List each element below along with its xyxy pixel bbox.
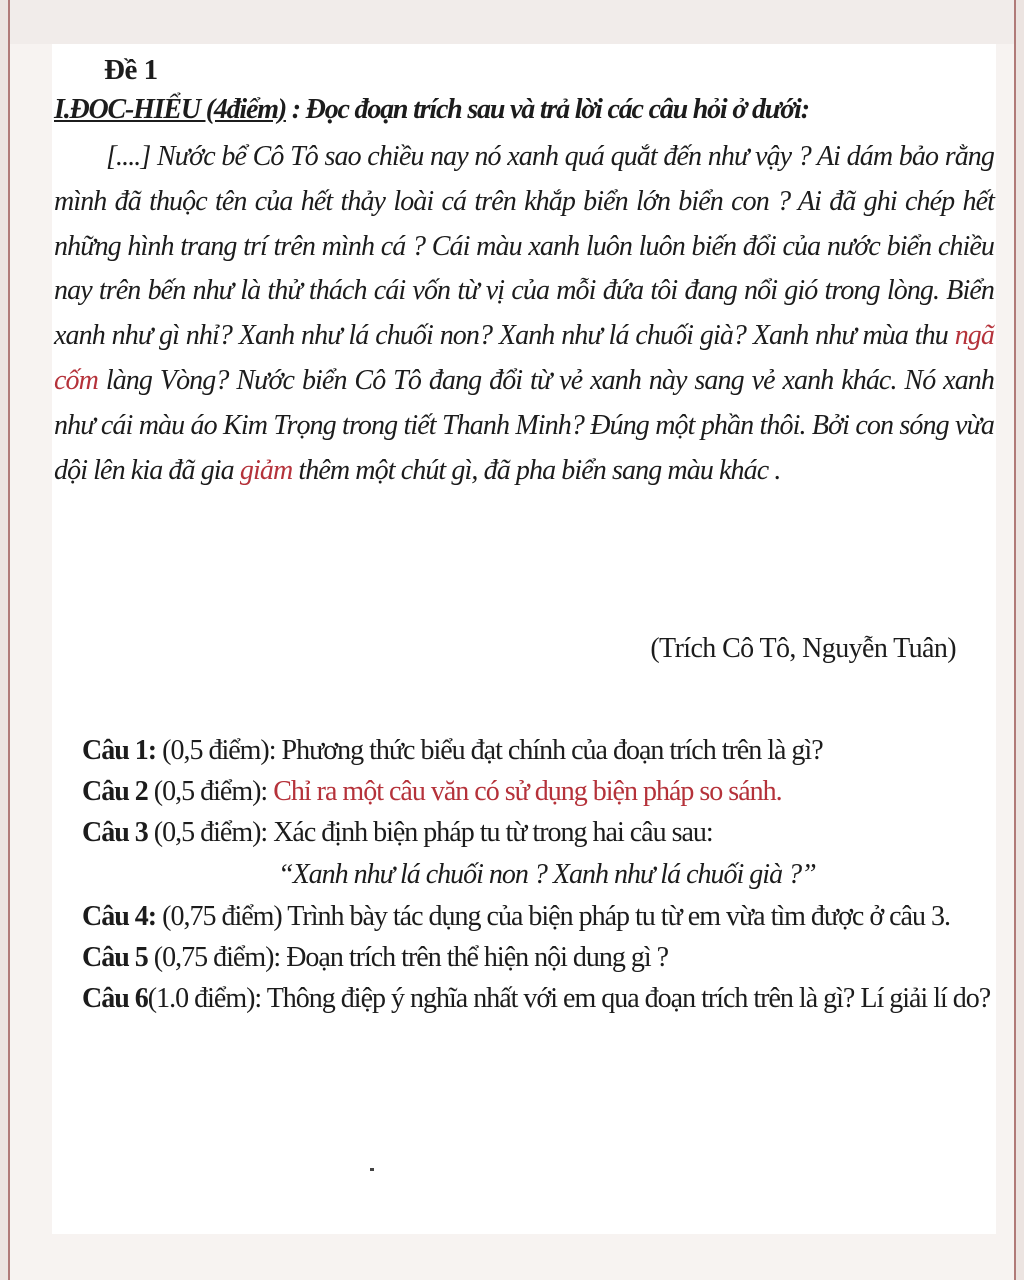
section-label: I.ĐOC-HIỂU (4điểm) [54,94,286,125]
reading-passage [54,135,994,493]
question-3 [82,812,992,853]
question-highlight: Chỉ ra một câu văn có sử dụng biện pháp so sánh. [273,776,782,807]
question-4 [82,896,992,937]
question-3-quote: “Xanh như lá chuối non ? Xanh như lá chuối già ?” [278,859,816,890]
question-1 [82,730,992,771]
question-text: (0,5 điểm): [147,776,274,807]
question-text: (1.0 điểm): Thông điệp ý nghĩa nhất với em qua đoạn trích trên là gì? Lí giải lí do? [147,983,991,1014]
question-label: Câu 5 [82,942,148,973]
passage-source: (Trích Cô Tô, Nguyễn Tuân) [650,633,956,664]
exam-title: Đề 1 [104,54,158,86]
exam-page [52,44,996,1234]
passage-highlight: ngã cốm [54,320,994,396]
question-2 [82,771,992,812]
stray-pen-mark [370,1168,374,1171]
section-heading [54,94,994,126]
question-text: (0,75 điểm) Trình bày tác dụng của biện pháp tu từ em vừa tìm được ở câu 3. [156,901,950,932]
question-label: Câu 1: [82,735,157,766]
passage-text: làng Vòng? Nước biển Cô Tô đang đổi từ vẻ xanh này sang vẻ xanh khác. Nó xanh như cái màu áo Kim Trọng trong tiết Thanh Minh? Đúng một phần thôi. Bởi con sóng vừa dội lên kia đã gia [54,364,994,486]
question-6 [82,978,992,1019]
section-instruction: : Đọc đoạn trích sau và trả lời các câu hỏi ở dưới: [285,94,809,125]
question-text: (0,5 điểm): Phương thức biểu đạt chính của đoạn trích trên là gì? [156,735,823,766]
passage-text: [....] Nước bể Cô Tô sao chiều nay nó xanh quá quắt đến như vậy ? Ai dám bảo rằng mình đã thuộc tên của hết thảy loài cá trên khắp biển lớn biển con ? Ai đã ghi chép hết những hình trang trí trên mình cá ? Cái màu xanh luôn luôn biến đổi của nước biển chiều nay trên bến như là thử thách cái vốn từ vị của mỗi đứa tôi đang nổi gió trong lòng. Biển xanh như gì nhỉ? Xanh như lá chuối non? Xanh như lá chuối già? Xanh như mùa thu [54,141,994,352]
question-label: Câu 4: [82,901,157,932]
passage-text: thêm một chút gì, đã pha biển sang màu khác . [292,454,781,486]
question-list [82,730,992,1019]
question-text: (0,5 điểm): Xác định biện pháp tu từ trong hai câu sau: [147,817,713,848]
question-label: Câu 6 [82,983,148,1014]
question-label: Câu 2 [82,776,148,807]
question-text: (0,75 điểm): Đoạn trích trên thể hiện nội dung gì ? [147,942,669,973]
passage-highlight: giảm [239,454,293,486]
photo-top-margin [0,0,1024,44]
question-label: Câu 3 [82,817,148,848]
question-5 [82,937,992,978]
photo-left-edge [0,0,10,1280]
photo-right-edge [1014,0,1024,1280]
